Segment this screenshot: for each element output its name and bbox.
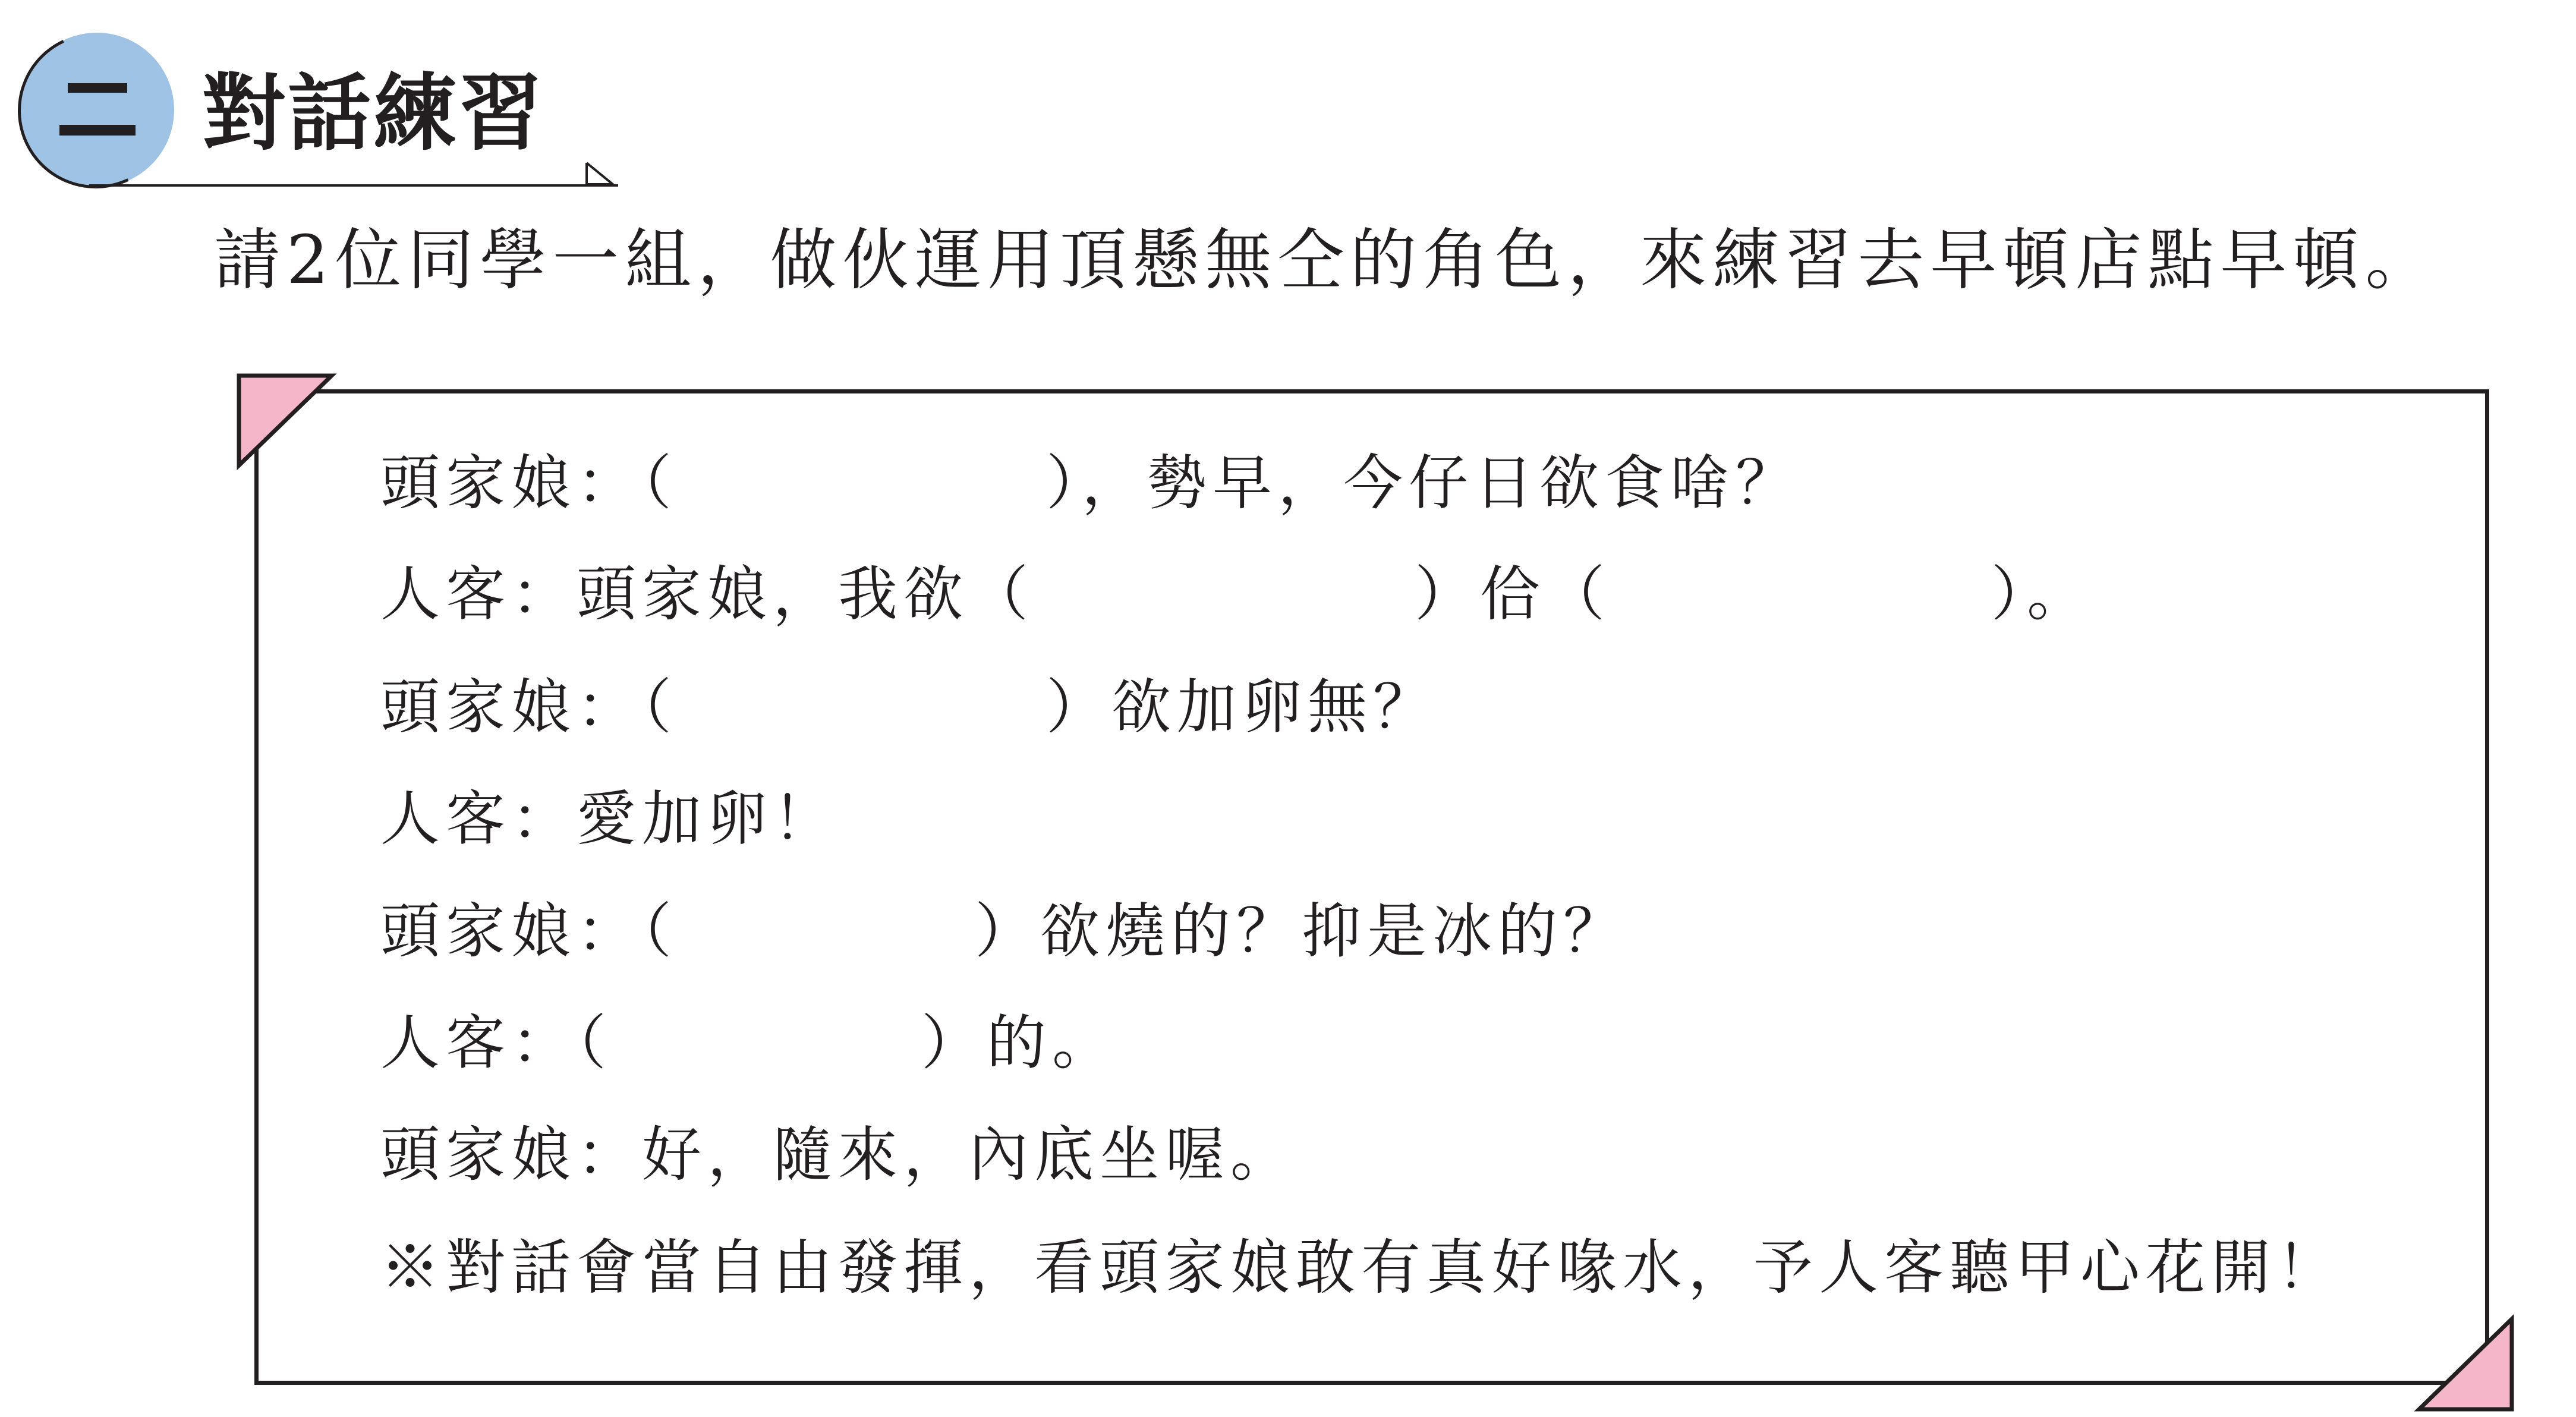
title-underline	[89, 184, 618, 187]
speaker-label: 頭家娘	[380, 1120, 577, 1189]
speaker-label: 人客	[380, 559, 511, 629]
dialogue-line-5: 頭家娘：（ ）欲燒的？抑是冰的？	[380, 896, 1629, 966]
dialogue-line-7: 頭家娘：好，隨來，內底坐喔。	[380, 1120, 1296, 1189]
instruction-text: 請2位同學一組，做伙運用頂懸無仝的角色，來練習去早頓店點早頓。	[214, 222, 2438, 299]
speaker-label: 頭家娘	[380, 896, 577, 966]
dialogue-line-2: 人客：頭家娘，我欲（ ）佮（ ）。	[380, 559, 2092, 629]
corner-triangle-bottom-right	[2413, 1311, 2514, 1412]
dialogue-note: ※對話會當自由發揮，看頭家娘敢有真好喙水，予人客聽甲心花開！	[380, 1233, 2342, 1302]
speaker-label: 人客	[380, 784, 511, 854]
speaker-label: 頭家娘	[380, 448, 577, 518]
section-title: 對話練習	[202, 65, 545, 162]
speaker-label: 頭家娘	[380, 672, 577, 742]
arrow-tip-icon	[585, 162, 615, 185]
corner-triangle-top-left	[237, 373, 338, 474]
dialogue-line-6: 人客：（ ）的。	[380, 1008, 1117, 1078]
section-numeral-two	[59, 83, 137, 137]
speaker-label: 人客	[380, 1008, 511, 1078]
dialogue-line-4: 人客：愛加卵！	[380, 784, 838, 854]
dialogue-line-3: 頭家娘：（ ）欲加卵無？	[380, 672, 1438, 742]
dialogue-line-1: 頭家娘：（ ），勢早，今仔日欲食啥？	[380, 448, 1801, 518]
